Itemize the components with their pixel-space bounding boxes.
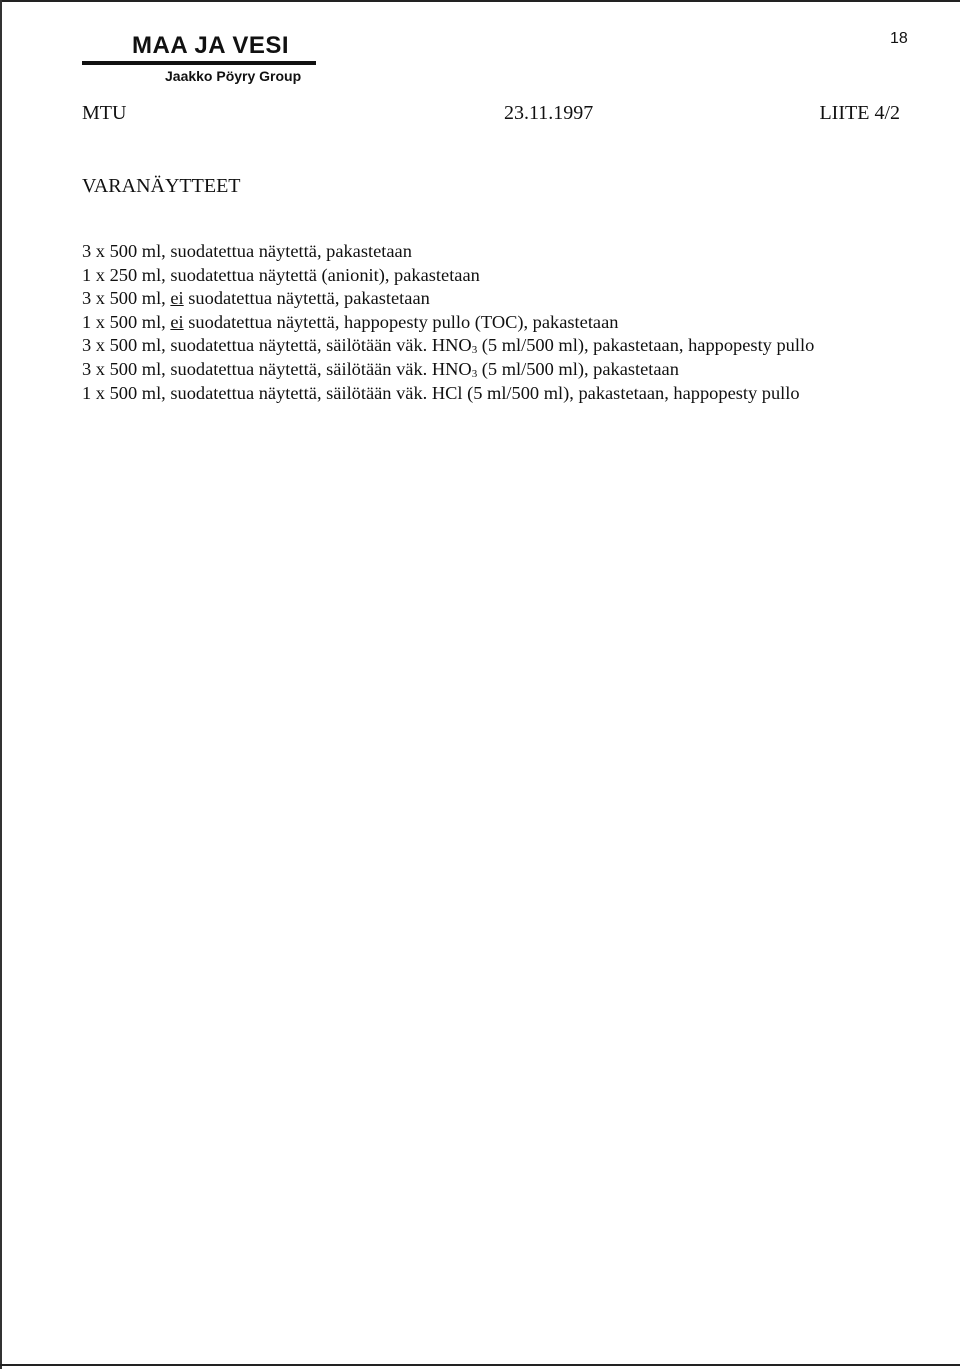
subscript: 3: [471, 344, 478, 357]
page-number: 18: [890, 30, 908, 47]
item-emphasis: ei: [170, 311, 184, 332]
item-text: 1 x 500 ml,: [82, 311, 171, 332]
list-item: [82, 287, 902, 311]
logo-subtitle: Jaakko Pöyry Group: [165, 68, 302, 84]
item-text: 3 x 500 ml, suodatettua näytettä, pakastetaan: [82, 241, 412, 261]
item-text-rest: suodatettua näytettä, pakastetaan: [183, 288, 430, 309]
item-text: 3 x 500 ml, suodatettua näytettä, säilötään väk. HNO: [82, 358, 472, 379]
list-item: [82, 382, 902, 406]
logo-title: MAA JA VESI: [132, 32, 290, 59]
header-project: MTU: [82, 102, 127, 124]
list-item: [82, 358, 902, 382]
list-item: [82, 240, 902, 264]
item-emphasis: ei: [170, 288, 184, 309]
scan-border-left: [0, 0, 2, 1369]
sample-list: [82, 240, 902, 405]
list-item: [82, 264, 902, 288]
list-item: [82, 334, 902, 358]
item-text: 1 x 250 ml, suodatettua näytettä (anionit), pakastetaan: [82, 264, 480, 285]
item-text-rest: (5 ml/500 ml), pakastetaan, happopesty pullo: [477, 335, 815, 356]
item-text: 1 x 500 ml, suodatettua näytettä, säilötään väk. HCl (5 ml/500 ml), pakastetaan, happopesty pullo: [82, 382, 800, 403]
company-logo: [82, 34, 316, 84]
item-text-rest: suodatettua näytettä, happopesty pullo (TOC), pakastetaan: [183, 311, 619, 332]
logo-rule: [82, 61, 316, 65]
item-text: 3 x 500 ml, suodatettua näytettä, säilötään väk. HNO: [82, 335, 472, 356]
subscript: 3: [471, 367, 478, 380]
item-text: 3 x 500 ml,: [82, 288, 171, 309]
header-date: 23.11.1997: [504, 102, 594, 124]
scan-border-top: [0, 0, 960, 2]
item-text-rest: (5 ml/500 ml), pakastetaan: [477, 358, 679, 379]
scan-border-bottom: [0, 1364, 960, 1366]
section-title: VARANÄYTTEET: [82, 175, 241, 197]
list-item: [82, 311, 902, 335]
header-appendix: LIITE 4/2: [819, 102, 900, 124]
